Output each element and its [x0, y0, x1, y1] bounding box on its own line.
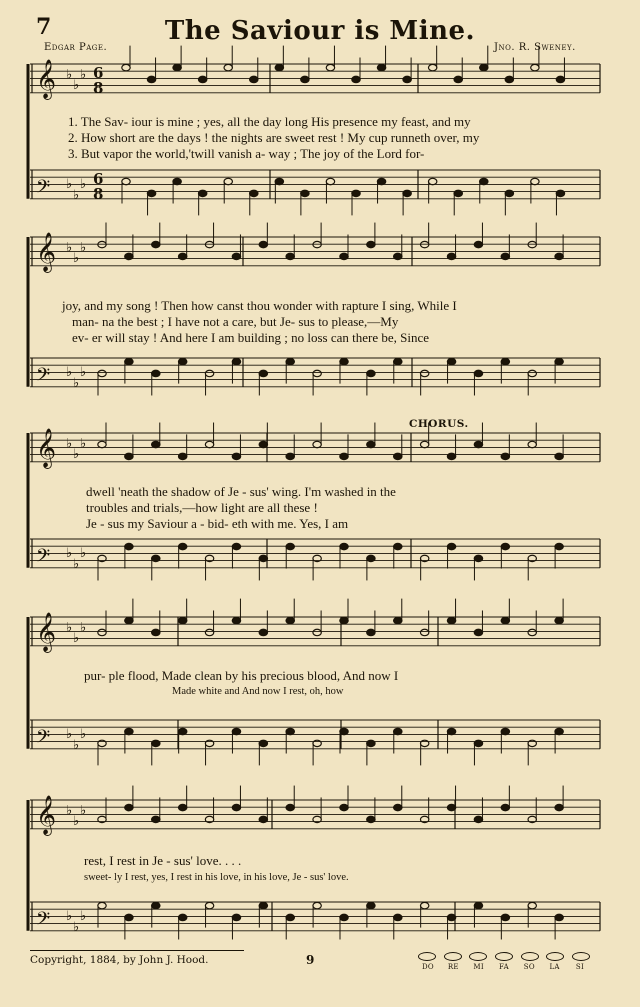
note-head — [501, 804, 509, 810]
time-signature-denominator: 8 — [93, 185, 104, 203]
time-signature-numerator: 6 — [93, 170, 104, 188]
note-head — [125, 728, 133, 734]
note-head — [474, 816, 482, 822]
note-head — [313, 370, 321, 376]
note-head — [125, 914, 133, 920]
note-head — [340, 617, 348, 623]
lyric-s3-v2: troubles and trials,—how light are all these ! — [86, 500, 318, 515]
note-head — [313, 441, 321, 447]
note-head — [232, 253, 240, 259]
note-head — [259, 902, 267, 908]
note-head — [205, 370, 213, 376]
note-head — [555, 253, 563, 259]
note-head — [394, 728, 402, 734]
flat-icon: ♭ — [73, 919, 80, 935]
note-head — [326, 178, 334, 184]
flat-icon: ♭ — [66, 546, 73, 561]
note-head — [232, 728, 240, 734]
note-head — [98, 902, 106, 908]
note-head — [556, 76, 564, 82]
note-head — [394, 617, 402, 623]
note-head — [232, 914, 240, 920]
note-head — [152, 555, 160, 561]
note-head — [152, 441, 160, 447]
flat-icon: ♭ — [80, 546, 87, 561]
flat-icon: ♭ — [73, 737, 80, 753]
note-head — [232, 453, 240, 459]
chorus-label: CHORUS. — [409, 418, 469, 430]
lyric-s2-v2: man- na the best ; I have not a care, but Je- sus to please,—My — [72, 314, 399, 329]
note-head — [340, 804, 348, 810]
note-head — [286, 453, 294, 459]
note-head — [178, 253, 186, 259]
bass-clef-icon: 𝄢 — [36, 726, 51, 752]
composer-credit: Jno. R. Sweney. — [494, 42, 576, 53]
note-head — [403, 190, 411, 196]
note-head — [259, 441, 267, 447]
footer-rule — [30, 950, 244, 951]
treble-clef-icon: 𝄞 — [36, 611, 57, 652]
note-head — [377, 64, 385, 70]
note-head — [259, 629, 267, 635]
solfa-label: SI — [575, 963, 585, 971]
flat-icon: ♭ — [73, 187, 80, 203]
note-head — [313, 629, 321, 635]
note-head — [340, 358, 348, 364]
note-head — [403, 76, 411, 82]
note-head — [326, 64, 334, 70]
hymn-title: The Saviour is Mine. — [164, 16, 476, 46]
note-head — [340, 728, 348, 734]
note-head — [173, 178, 181, 184]
note-head — [286, 358, 294, 364]
solfa-do-icon — [418, 952, 436, 961]
note-head — [286, 804, 294, 810]
note-head — [474, 902, 482, 908]
solfa-si-icon — [572, 952, 590, 961]
note-head — [420, 629, 428, 635]
solfa-legend — [418, 952, 590, 971]
note-head — [250, 76, 258, 82]
note-head — [454, 190, 462, 196]
note-head — [555, 453, 563, 459]
note-head — [205, 629, 213, 635]
note-head — [98, 629, 106, 635]
note-head — [178, 617, 186, 623]
note-head — [420, 441, 428, 447]
note-head — [555, 804, 563, 810]
lyric-s1-v3: 3. But vapor the world,'twill vanish a- way ; The joy of the Lord for- — [68, 146, 425, 161]
note-head — [178, 543, 186, 549]
flat-icon: ♭ — [80, 365, 87, 380]
lyric-s1-v1: 1. The Sav- iour is mine ; yes, all the day long His presence my feast, and my — [68, 114, 471, 129]
note-head — [528, 370, 536, 376]
flat-icon: ♭ — [80, 909, 87, 924]
note-head — [301, 190, 309, 196]
note-head — [152, 816, 160, 822]
note-head — [474, 441, 482, 447]
note-head — [152, 740, 160, 746]
copyright-notice: Copyright, 1884, by John J. Hood. — [30, 954, 209, 966]
note-head — [122, 64, 130, 70]
flat-icon: ♭ — [66, 803, 73, 819]
note-head — [98, 370, 106, 376]
treble-clef-icon: 𝄞 — [36, 794, 57, 835]
note-head — [501, 617, 509, 623]
lyric-s3-v1: dwell 'neath the shadow of Je - sus' wing. I'm washed in the — [86, 484, 396, 499]
note-head — [556, 190, 564, 196]
note-head — [205, 441, 213, 447]
treble-clef-icon: 𝄞 — [36, 427, 57, 468]
solfa-label: SO — [523, 963, 535, 971]
note-head — [394, 543, 402, 549]
flat-icon: ♭ — [66, 620, 73, 636]
note-head — [178, 914, 186, 920]
flat-icon: ♭ — [80, 177, 87, 192]
note-head — [447, 728, 455, 734]
note-head — [125, 543, 133, 549]
note-head — [555, 617, 563, 623]
note-head — [394, 253, 402, 259]
note-head — [447, 914, 455, 920]
note-head — [394, 914, 402, 920]
note-head — [232, 804, 240, 810]
note-head — [501, 728, 509, 734]
note-head — [531, 178, 539, 184]
note-head — [394, 804, 402, 810]
note-head — [259, 816, 267, 822]
note-head — [198, 190, 206, 196]
note-head — [286, 617, 294, 623]
time-signature-numerator: 6 — [93, 64, 104, 82]
note-head — [367, 241, 375, 247]
lyric-s4-treble: pur- ple flood, Made clean by his precious blood, And now I — [84, 668, 399, 683]
flat-icon: ♭ — [66, 365, 73, 380]
flat-icon: ♭ — [73, 78, 80, 94]
note-head — [367, 629, 375, 635]
note-head — [420, 902, 428, 908]
flat-icon: ♭ — [73, 375, 80, 391]
note-head — [501, 358, 509, 364]
note-head — [232, 358, 240, 364]
flat-icon: ♭ — [66, 177, 73, 192]
note-head — [259, 370, 267, 376]
note-head — [367, 441, 375, 447]
solfa-label: MI — [473, 963, 484, 971]
note-head — [505, 76, 513, 82]
note-head — [505, 190, 513, 196]
solfa-label: DO — [422, 963, 434, 971]
note-head — [367, 816, 375, 822]
note-head — [420, 370, 428, 376]
note-head — [125, 804, 133, 810]
note-head — [501, 914, 509, 920]
note-head — [232, 617, 240, 623]
note-head — [555, 914, 563, 920]
solfa-label: FA — [499, 963, 509, 971]
lyric-s1-v2: 2. How short are the days ! the nights are sweet rest ! My cup runneth over, my — [68, 130, 480, 145]
note-head — [224, 64, 232, 70]
note-head — [125, 253, 133, 259]
lyric-s5-treble: rest, I rest in Je - sus' love. . . . — [84, 853, 242, 868]
flat-icon: ♭ — [66, 240, 73, 256]
note-head — [250, 190, 258, 196]
note-head — [555, 543, 563, 549]
note-head — [152, 241, 160, 247]
note-head — [377, 178, 385, 184]
note-head — [125, 453, 133, 459]
flat-icon: ♭ — [73, 814, 80, 830]
note-head — [340, 253, 348, 259]
note-head — [224, 178, 232, 184]
note-head — [286, 914, 294, 920]
note-head — [232, 543, 240, 549]
note-head — [447, 453, 455, 459]
flat-icon: ♭ — [73, 556, 80, 572]
flat-icon: ♭ — [66, 67, 73, 83]
bass-clef-icon: 𝄢 — [36, 176, 51, 202]
note-head — [474, 740, 482, 746]
solfa-label: RE — [447, 963, 459, 971]
note-head — [447, 253, 455, 259]
note-head — [428, 64, 436, 70]
lyric-s5-bass: sweet- ly I rest, yes, I rest in his love, in his love, Je - sus' love. — [84, 872, 349, 883]
note-head — [555, 728, 563, 734]
flat-icon: ♭ — [66, 436, 73, 452]
flat-icon: ♭ — [80, 240, 87, 256]
flat-icon: ♭ — [80, 436, 87, 452]
note-head — [275, 178, 283, 184]
page-number-top: 7 — [36, 14, 52, 40]
note-head — [301, 76, 309, 82]
note-head — [474, 241, 482, 247]
note-head — [340, 914, 348, 920]
lyric-s2-v1: joy, and my song ! Then how canst thou wonder with rapture I sing, While I — [62, 298, 457, 313]
note-head — [152, 370, 160, 376]
note-head — [173, 64, 181, 70]
treble-clef-icon: 𝄞 — [36, 231, 57, 272]
note-head — [275, 64, 283, 70]
note-head — [198, 76, 206, 82]
flat-icon: ♭ — [73, 251, 80, 267]
note-head — [286, 543, 294, 549]
note-head — [147, 190, 155, 196]
lyric-s2-v3: ev- er will stay ! And here I am building ; no loss can there be, Since — [72, 330, 430, 345]
note-head — [367, 902, 375, 908]
note-head — [178, 804, 186, 810]
note-head — [454, 76, 462, 82]
note-head — [259, 241, 267, 247]
note-head — [286, 253, 294, 259]
note-head — [474, 555, 482, 561]
note-head — [428, 178, 436, 184]
solfa-label: LA — [549, 963, 560, 971]
solfa-re-icon — [444, 952, 462, 961]
note-head — [125, 358, 133, 364]
note-head — [447, 617, 455, 623]
note-head — [259, 555, 267, 561]
note-head — [98, 441, 106, 447]
note-head — [555, 358, 563, 364]
note-head — [447, 804, 455, 810]
note-head — [531, 64, 539, 70]
note-head — [152, 629, 160, 635]
note-head — [259, 740, 267, 746]
note-head — [340, 543, 348, 549]
bass-clef-icon: 𝄢 — [36, 545, 51, 571]
note-head — [528, 441, 536, 447]
solfa-mi-icon — [469, 952, 487, 961]
note-head — [447, 543, 455, 549]
note-head — [147, 76, 155, 82]
flat-icon: ♭ — [80, 803, 87, 819]
note-head — [447, 358, 455, 364]
note-head — [394, 453, 402, 459]
note-head — [367, 555, 375, 561]
note-head — [352, 76, 360, 82]
note-head — [125, 617, 133, 623]
solfa-so-icon — [521, 952, 539, 961]
bass-clef-icon: 𝄢 — [36, 364, 51, 390]
note-head — [474, 370, 482, 376]
note-head — [178, 728, 186, 734]
note-head — [528, 902, 536, 908]
flat-icon: ♭ — [66, 727, 73, 742]
note-head — [286, 728, 294, 734]
note-head — [480, 64, 488, 70]
flat-icon: ♭ — [73, 447, 80, 463]
treble-clef-icon: 𝄞 — [36, 58, 57, 99]
note-head — [340, 453, 348, 459]
lyricist-credit: Edgar Page. — [44, 42, 108, 53]
solfa-fa-icon — [495, 952, 513, 961]
lyric-s4-bass: Made white and And now I rest, oh, how — [172, 686, 344, 697]
note-head — [474, 629, 482, 635]
solfa-la-icon — [546, 952, 564, 961]
note-head — [352, 190, 360, 196]
note-head — [178, 358, 186, 364]
note-head — [501, 543, 509, 549]
note-head — [501, 253, 509, 259]
note-head — [367, 370, 375, 376]
lyric-s3-v3: Je - sus my Saviour a - bid- eth with me. Yes, I am — [86, 516, 349, 531]
note-head — [480, 178, 488, 184]
flat-icon: ♭ — [80, 620, 87, 636]
flat-icon: ♭ — [80, 727, 87, 742]
note-head — [367, 740, 375, 746]
flat-icon: ♭ — [66, 909, 73, 924]
note-head — [528, 629, 536, 635]
note-head — [152, 902, 160, 908]
flat-icon: ♭ — [73, 631, 80, 647]
page-number-bottom: 9 — [306, 953, 315, 967]
flat-icon: ♭ — [80, 67, 87, 83]
note-head — [501, 453, 509, 459]
note-head — [122, 178, 130, 184]
note-head — [394, 358, 402, 364]
note-head — [178, 453, 186, 459]
note-head — [313, 902, 321, 908]
time-signature-denominator: 8 — [93, 79, 104, 97]
bass-clef-icon: 𝄢 — [36, 908, 51, 934]
note-head — [205, 902, 213, 908]
